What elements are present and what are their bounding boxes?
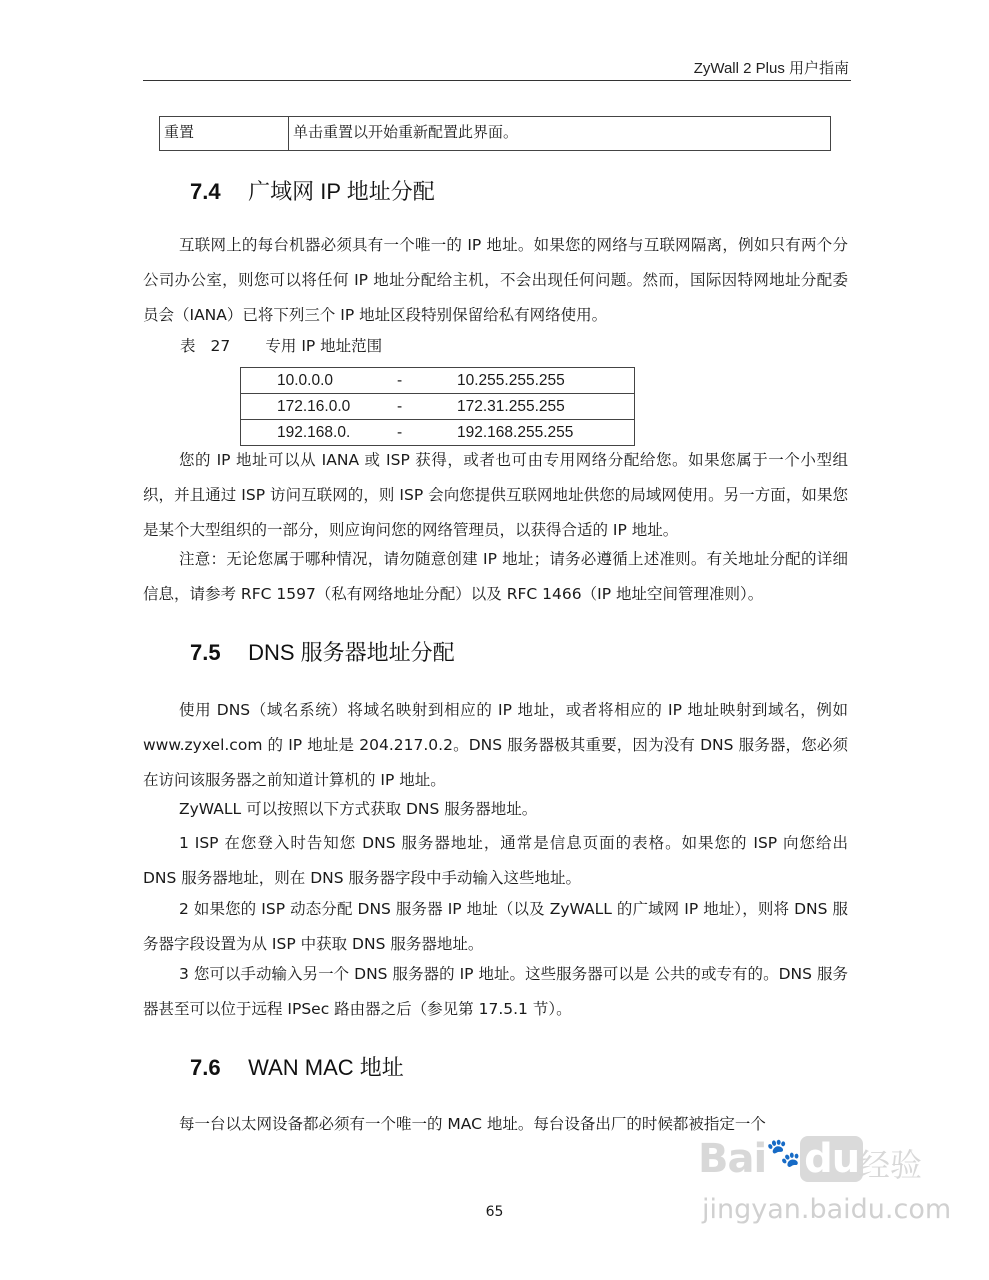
paw-icon: 🐾	[766, 1136, 801, 1169]
table-caption	[180, 334, 382, 356]
watermark-jingyan: 经验	[858, 1146, 923, 1184]
header-rule	[143, 80, 851, 81]
range-end: 192.168.255.255	[447, 420, 635, 446]
section-7-6-heading	[190, 1051, 404, 1082]
header-title: ZyWall 2 Plus 用户指南	[693, 60, 849, 77]
section-title: WAN MAC 地址	[248, 1055, 404, 1080]
paragraph: ZyWALL 可以按照以下方式获取 DNS 服务器地址。	[179, 800, 538, 818]
paragraph: 使用 DNS（域名系统）将域名映射到相应的 IP 地址，或者将相应的 IP 地址映射到域名，例如 www.zyxel.com 的 IP 地址是 204.217.0.2。DNS 服务器极其重要，因为没有 DNS 服务器，您必须在访问该服务器之前知道计算机的 IP 地址。	[143, 701, 848, 789]
paragraph: 互联网上的每台机器必须具有一个唯一的 IP 地址。如果您的网络与互联网隔离，例如只有两个分公司办公室，则您可以将任何 IP 地址分配给主机，不会出现任何问题。然而，国际因特网地址分配委员会（IANA）已将下列三个 IP 地址区段特别保留给私有网络使用。	[143, 236, 848, 324]
watermark-logo-bai: Bai	[698, 1136, 767, 1182]
section-7-4-heading	[190, 175, 435, 206]
page-number: 65	[485, 1204, 504, 1220]
table-row	[241, 394, 635, 420]
range-start: 10.0.0.0	[241, 368, 398, 394]
range-start: 172.16.0.0	[241, 394, 398, 420]
caption-number: 27	[210, 337, 231, 355]
table-row	[241, 420, 635, 446]
section-title: DNS 服务器地址分配	[248, 640, 455, 665]
baidu-jingyan-watermark	[698, 1136, 952, 1262]
watermark-url: jingyan.baidu.com	[702, 1194, 952, 1225]
section-number: 7.4	[190, 179, 221, 204]
section-number: 7.6	[190, 1055, 221, 1080]
caption-text: 专用 IP 地址范围	[265, 337, 383, 355]
reset-label: 重置	[160, 117, 289, 151]
section-7-5-heading	[190, 636, 455, 667]
paragraph: 注意：无论您属于哪种情况，请勿随意创建 IP 地址；请务必遵循上述准则。有关地址分配的详细信息，请参考 RFC 1597（私有网络地址分配）以及 RFC 1466（IP 地址空间管理准则）。	[143, 550, 848, 603]
paragraph: 2 如果您的 ISP 动态分配 DNS 服务器 IP 地址（以及 ZyWALL 的广域网 IP 地址），则将 DNS 服务器字段设置为从 ISP 中获取 DNS 服务器地址。	[143, 900, 848, 953]
private-ip-range-table	[240, 367, 635, 446]
watermark-logo-du: du	[800, 1136, 863, 1182]
paragraph: 1 ISP 在您登入时告知您 DNS 服务器地址，通常是信息页面的表格。如果您的 ISP 向您给出 DNS 服务器地址，则在 DNS 服务器字段中手动输入这些地址。	[143, 834, 848, 887]
range-separator: -	[397, 420, 447, 446]
reset-table	[159, 116, 831, 151]
section-number: 7.5	[190, 640, 221, 665]
paragraph: 您的 IP 地址可以从 IANA 或 ISP 获得，或者也可由专用网络分配给您。如果您属于一个小型组织，并且通过 ISP 访问互联网的，则 ISP 会向您提供互联网地址供您的局域网使用。另一方面，如果您是某个大型组织的一部分，则应询问您的网络管理员，以获得合适的 IP 地址。	[143, 451, 848, 539]
reset-description: 单击重置以开始重新配置此界面。	[289, 117, 831, 151]
watermark-logo	[698, 1136, 863, 1182]
section-title: 广域网 IP 地址分配	[248, 179, 435, 204]
range-separator: -	[397, 368, 447, 394]
paragraph: 3 您可以手动输入另一个 DNS 服务器的 IP 地址。这些服务器可以是 公共的或专有的。DNS 服务器甚至可以位于远程 IPSec 路由器之后（参见第 17.5.1 节）。	[143, 965, 848, 1018]
table-row	[241, 368, 635, 394]
range-separator: -	[397, 394, 447, 420]
range-end: 10.255.255.255	[447, 368, 635, 394]
range-end: 172.31.255.255	[447, 394, 635, 420]
table-row	[160, 117, 831, 151]
paragraph: 每一台以太网设备都必须有一个唯一的 MAC 地址。每台设备出厂的时候都被指定一个	[179, 1115, 766, 1133]
range-start: 192.168.0.	[241, 420, 398, 446]
caption-label: 表	[180, 337, 196, 355]
